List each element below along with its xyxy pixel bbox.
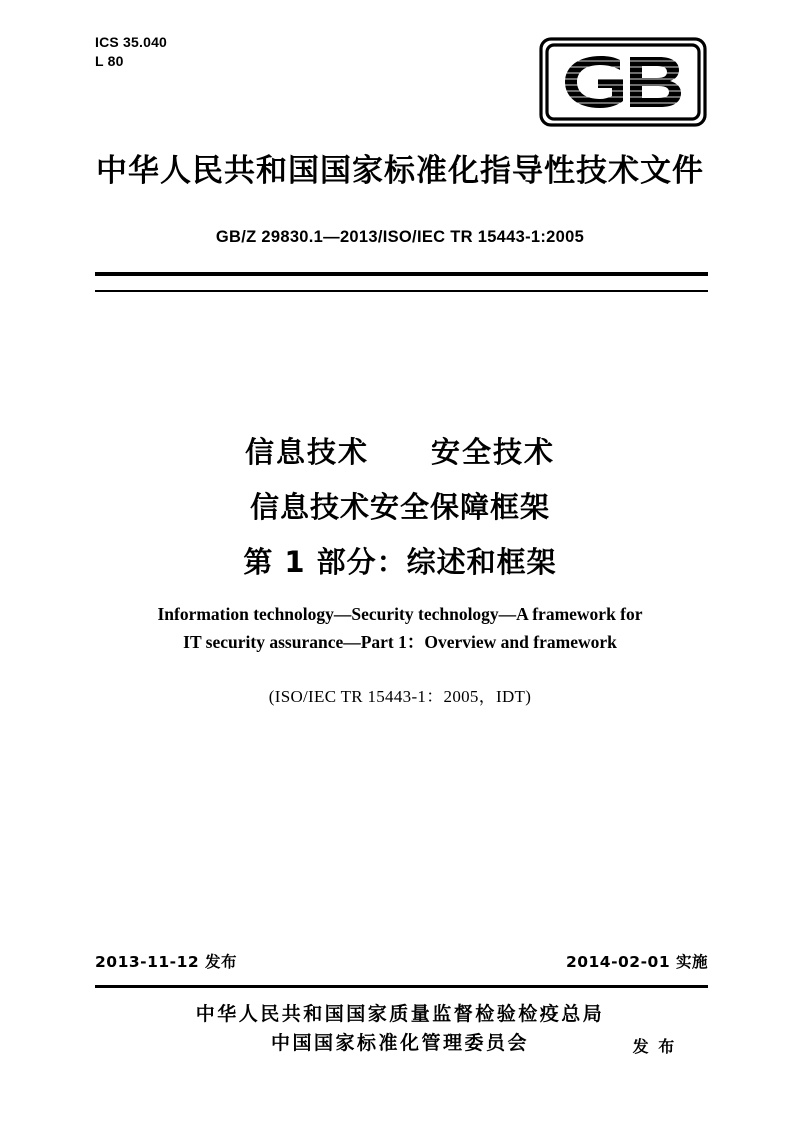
footer-divider [95, 985, 708, 988]
standard-number: GB/Z 29830.1—2013/ISO/IEC TR 15443-1:2005 [215, 228, 585, 246]
publisher-line-1: 中华人民共和国国家质量监督检验检疫总局 [195, 1003, 605, 1025]
title-english-line-1: Information technology—Security technology—A framework for [157, 604, 643, 624]
gb-logo-icon [538, 36, 708, 128]
publisher-inner [195, 1000, 677, 1059]
ics-block [95, 33, 167, 71]
publisher-block [0, 1000, 800, 1059]
publisher-line-2: 中国国家标准化管理委员会 [270, 1032, 529, 1055]
ics-code: ICS 35.040 [95, 34, 168, 50]
header-divider-thick [95, 272, 708, 276]
title-chinese [0, 430, 800, 581]
publish-label: 发 布 [632, 1036, 677, 1056]
header-divider-thin [95, 290, 708, 292]
iso-reference: (ISO/IEC TR 15443-1：2005，IDT) [268, 687, 532, 706]
effective-date: 2014-02-01 实施 [565, 953, 708, 971]
issue-date: 2013-11-12 发布 [95, 953, 238, 971]
title-chinese-line-2: 信息技术安全保障框架 [249, 490, 550, 524]
title-english-line-2: IT security assurance—Part 1：Overview and framework [183, 632, 617, 652]
classification-code: L 80 [95, 52, 124, 69]
date-row [95, 950, 708, 972]
publisher-names [196, 1000, 605, 1059]
title-english [0, 600, 800, 656]
title-chinese-line-1: 信息技术 安全技术 [244, 435, 555, 469]
document-type-heading: 中华人民共和国国家标准化指导性技术文件 [96, 153, 704, 189]
title-chinese-line-3: 第 1 部分：综述和框架 [243, 545, 557, 579]
